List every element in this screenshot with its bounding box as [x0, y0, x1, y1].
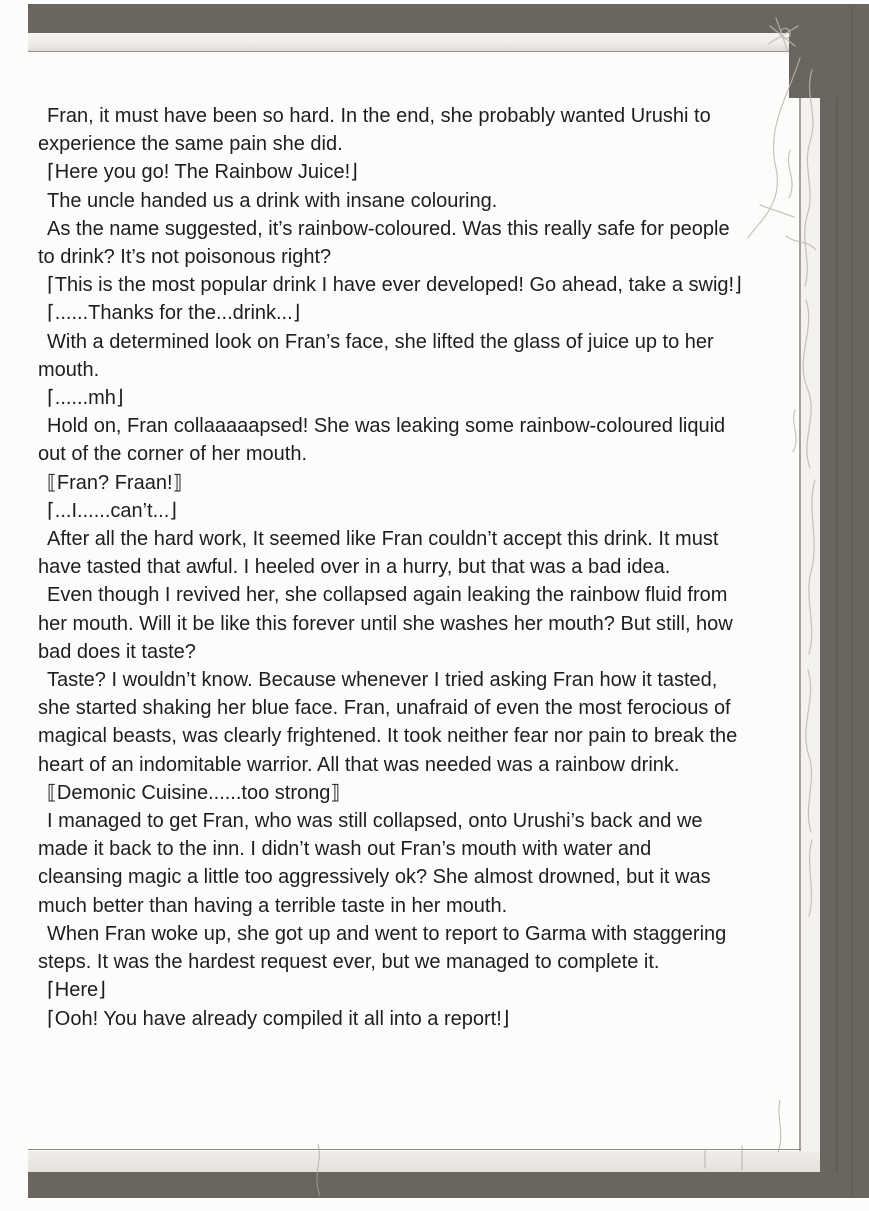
paragraph	[38, 497, 786, 525]
paragraph	[38, 976, 786, 1004]
page-gutter-top	[28, 32, 801, 51]
paragraph	[38, 271, 786, 299]
text-line: heart of an indomitable warrior. All that was needed was a rainbow drink.	[38, 753, 680, 776]
text-line: magical beasts, was clearly frightened. It took neither fear nor pain to break the	[38, 725, 738, 748]
text-line: made it back to the inn. I didn’t wash out Fran’s mouth with water and	[38, 838, 652, 861]
paragraph	[38, 158, 786, 186]
paragraph	[38, 412, 786, 468]
text-line: I managed to get Fran, who was still collapsed, onto Urushi’s back and we	[47, 810, 703, 833]
paragraph	[38, 666, 786, 779]
paragraph	[38, 187, 786, 215]
paragraph	[38, 525, 786, 581]
text-line: mouth.	[38, 358, 100, 381]
text-line: As the name suggested, it’s rainbow-coloured. Was this really safe for people	[47, 217, 730, 240]
text-line: out of the corner of her mouth.	[38, 443, 308, 466]
text-line: she started shaking her blue face. Fran, unafraid of even the most ferocious of	[38, 697, 731, 720]
mat-border-bottom	[28, 1172, 869, 1198]
text-line: Fran, it must have been so hard. In the end, she probably wanted Urushi to	[47, 105, 711, 127]
text-line: ⌈This is the most popular drink I have ever developed! Go ahead, take a swig!⌋	[47, 274, 742, 297]
text-line: Hold on, Fran collaaaaapsed! She was leaking some rainbow-coloured liquid	[47, 415, 726, 438]
paragraph	[38, 807, 786, 920]
paragraph	[38, 215, 786, 271]
page-edge-line-bottom	[28, 1149, 801, 1150]
paragraph	[38, 384, 786, 412]
text-line: Taste? I wouldn’t know. Because whenever I tried asking Fran how it tasted,	[47, 669, 718, 692]
text-line: ⌈Here⌋	[47, 979, 106, 1002]
paragraph	[38, 1005, 786, 1033]
text-line: When Fran woke up, she got up and went to report to Garma with staggering	[47, 922, 727, 945]
paragraph	[38, 102, 786, 158]
text-line: steps. It was the hardest request ever, but we managed to complete it.	[38, 951, 660, 974]
page-text	[38, 102, 786, 1033]
text-line: After all the hard work, It seemed like Fran couldn’t accept this drink. It must	[47, 528, 719, 551]
mat-border-top	[28, 4, 869, 33]
page-gutter-right	[801, 32, 820, 1151]
text-line: ⌈Here you go! The Rainbow Juice!⌋	[47, 161, 358, 184]
text-line: bad does it taste?	[38, 640, 196, 663]
text-line: ⌈Ooh! You have already compiled it all into a report!⌋	[47, 1007, 510, 1030]
mat-texture-streak	[836, 97, 838, 1172]
paragraph	[38, 779, 786, 807]
paragraph	[38, 469, 786, 497]
text-line: ⟦Demonic Cuisine......too strong⟧	[47, 781, 341, 804]
text-line: ⌈......mh⌋	[47, 387, 124, 410]
paragraph	[38, 581, 786, 666]
text-line: ⌈......Thanks for the...drink...⌋	[47, 302, 301, 325]
paragraph	[38, 299, 786, 327]
text-line: Even though I revived her, she collapsed again leaking the rainbow fluid from	[47, 584, 728, 607]
text-line: to drink? It’s not poisonous right?	[38, 246, 332, 269]
mat-border-right	[820, 4, 869, 1198]
text-line: cleansing magic a little too aggressively ok? She almost drowned, but it was	[38, 866, 711, 889]
text-line: much better than having a terrible taste in her mouth.	[38, 894, 508, 917]
paragraph	[38, 328, 786, 384]
text-line: The uncle handed us a drink with insane colouring.	[47, 189, 498, 212]
paragraph	[38, 920, 786, 976]
page-gutter-bottom	[28, 1151, 821, 1172]
text-line: her mouth. Will it be like this forever until she washes her mouth? But still, how	[38, 612, 733, 635]
mat-texture-streak	[851, 6, 853, 1196]
text-line: With a determined look on Fran’s face, she lifted the glass of juice up to her	[47, 330, 714, 353]
text-line: have tasted that awful. I heeled over in a hurry, but that was a bad idea.	[38, 556, 671, 579]
text-line: ⟦Fran? Fraan!⟧	[47, 471, 183, 494]
text-line: ⌈...I......can’t...⌋	[47, 499, 178, 522]
text-line: experience the same pain she did.	[38, 133, 343, 156]
